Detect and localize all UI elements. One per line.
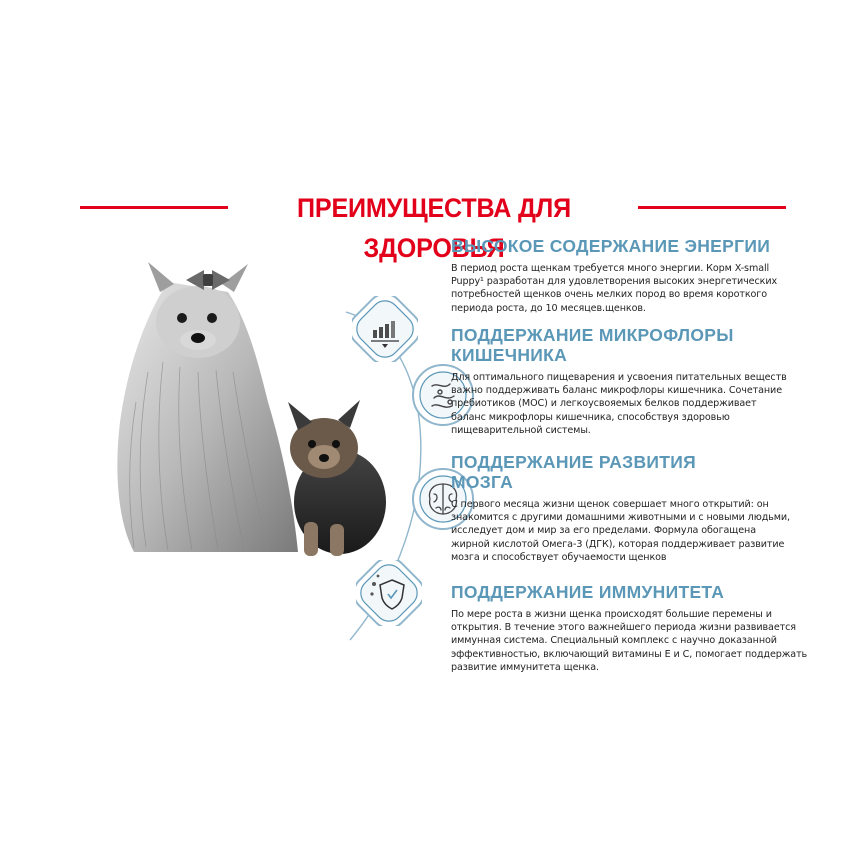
title-divider-left [80,206,228,209]
energy-bars-icon [352,296,418,362]
section-energy [451,236,851,315]
section-heading: ПОДДЕРЖАНИЕ МИКРОФЛОРЫ КИШЕЧНИКА [451,325,734,365]
section-text: По мере роста в жизни щенка происходят большие перемены и открытия. В течение этого важнейшего периода жизни развивается иммунная система. Специальный комплекс с научно доказанной эффективностью, включающий витамины Е и С, помогает поддержать развитие иммунитета щенка. [451,609,808,673]
section-microflora [451,325,851,437]
section-heading: ПОДДЕРЖАНИЕ ИММУНИТЕТА [451,582,725,602]
section-immunity [451,582,851,674]
title-divider-right [638,206,786,209]
section-heading: ПОДДЕРЖАНИЕ РАЗВИТИЯ МОЗГА [451,452,697,492]
section-heading: ВЫСОКОЕ СОДЕРЖАНИЕ ЭНЕРГИИ [451,236,771,256]
section-text: В период роста щенкам требуется много энергии. Корм X-small Puppy¹ разработан для удовлетворения высоких энергетических потребностей щенков очень мелких пород во время короткого периода роста, до 10 месяцев.щенков. [451,263,778,314]
immunity-shield-icon [356,560,422,626]
section-text: С первого месяца жизни щенок совершает много открытий: он знакомится с другими домашними животными и с новыми людьми, исследует дом и мир за его пределами. Формула обогащена жирной кислотой Омега-3 (ДГК), которая поддерживает развитие мозга и способствует обучаемости щенков [451,499,791,563]
section-brain [451,452,851,564]
page-title: ПРЕИМУЩЕСТВА ДЛЯ ЗДОРОВЬЯ [297,193,571,263]
section-text: Для оптимального пищеварения и усвоения питательных веществ важно поддерживать баланс микрофлоры кишечника. Сочетание пребиотиков (МОС) и легкоусвояемых белков поддерживает баланс микрофлоры кишечника, способствуя здоровью пищеварительной системы. [451,372,787,436]
